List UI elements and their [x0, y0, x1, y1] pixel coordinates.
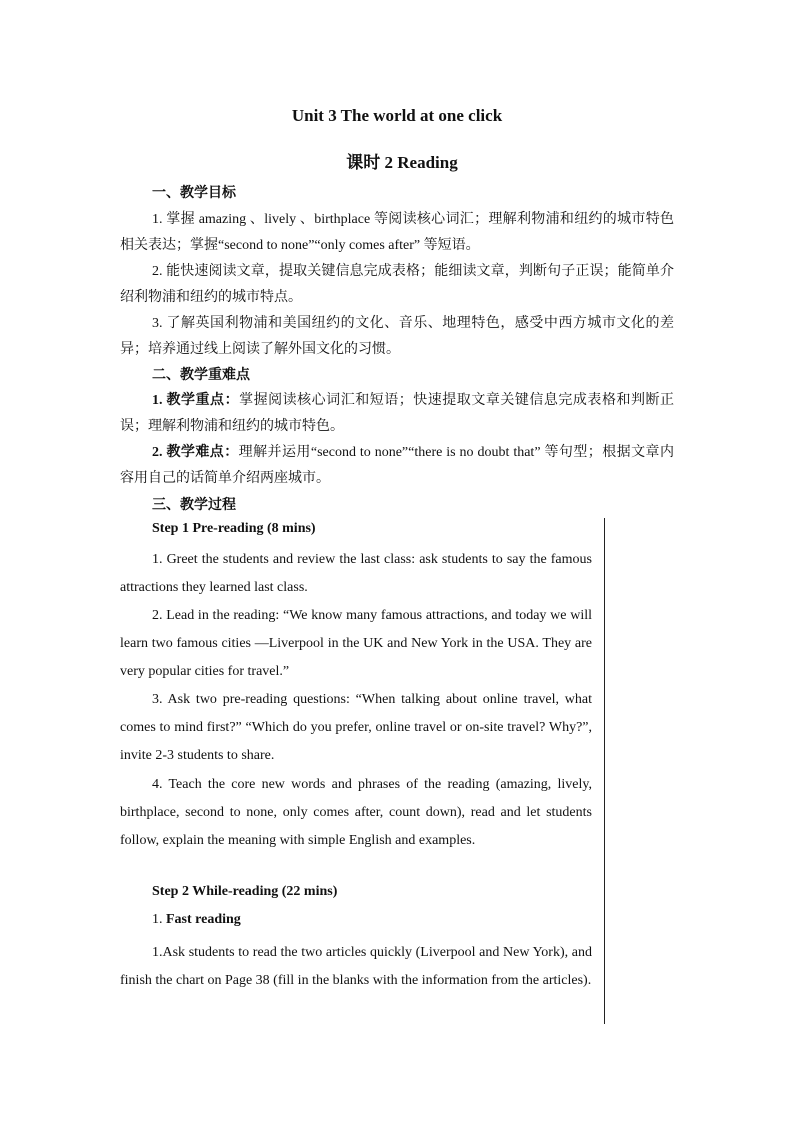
lesson-subtitle: 课时 2 Reading [346, 153, 458, 172]
difficulty-text: 理解并运用“second to none”“there is no doubt that” 等句型；根据文章内容用自己的话简单介绍两座城市。 [120, 445, 675, 486]
step-1-heading: Step 1 Pre-reading (8 mins) [152, 521, 316, 536]
section-heading-objectives: 一、教学目标 [152, 186, 236, 201]
step-1-item-1: 1. Greet the students and review the last class: ask students to say the famous attractions they learned last class. [120, 552, 592, 595]
fast-reading-item-1: 1.Ask students to read the two articles quickly (Liverpool and New York), and finish the chart on Page 38 (fill in the blanks with the information from the articles). [120, 945, 592, 988]
step-1-item-3: 3. Ask two pre-reading questions: “When talking about online travel, what comes to mind first?” “Which do you prefer, online travel or on-site travel? Why?”, invite 2-3 students to share. [120, 692, 592, 763]
step-1-item-4: 4. Teach the core new words and phrases of the reading (amazing, lively, birthplace, second to none, only comes after, count down), read and let students follow, explain the meaning with simple English and examples. [120, 777, 592, 848]
difficulty-label: 2. 教学难点： [152, 445, 239, 460]
key-point-text: 掌握阅读核心词汇和短语；快速提取文章关键信息完成表格和判断正误；理解利物浦和纽约的城市特色。 [120, 393, 675, 434]
document-title: Unit 3 The world at one click [291, 106, 503, 125]
objective-item-1: 1. 掌握 amazing 、lively 、birthplace 等阅读核心词汇；理解利物浦和纽约的城市特色相关表达；掌握“second to none”“only comes after” 等短语。 [120, 212, 674, 253]
fast-reading-heading: 1. Fast reading [152, 912, 241, 927]
difficulty-item [120, 440, 674, 492]
fast-reading-label: Fast reading [166, 912, 241, 927]
key-point-item [120, 388, 674, 440]
step-2-heading: Step 2 While-reading (22 mins) [152, 884, 338, 899]
key-point-label: 1. 教学重点： [152, 393, 240, 408]
table-border-line [604, 518, 605, 1024]
section-heading-key-points: 二、教学重难点 [152, 368, 250, 383]
objective-item-3: 3. 了解英国利物浦和美国纽约的文化、音乐、地理特色，感受中西方城市文化的差异；培养通过线上阅读了解外国文化的习惯。 [120, 316, 674, 357]
section-heading-process: 三、教学过程 [152, 498, 236, 513]
objective-item-2: 2. 能快速阅读文章，提取关键信息完成表格；能细读文章，判断句子正误；能简单介绍利物浦和纽约的城市特点。 [120, 264, 674, 305]
step-1-item-2: 2. Lead in the reading: “We know many famous attractions, and today we will learn two famous cities —Liverpool in the UK and New York in the USA. They are very popular cities for travel.” [120, 608, 592, 679]
